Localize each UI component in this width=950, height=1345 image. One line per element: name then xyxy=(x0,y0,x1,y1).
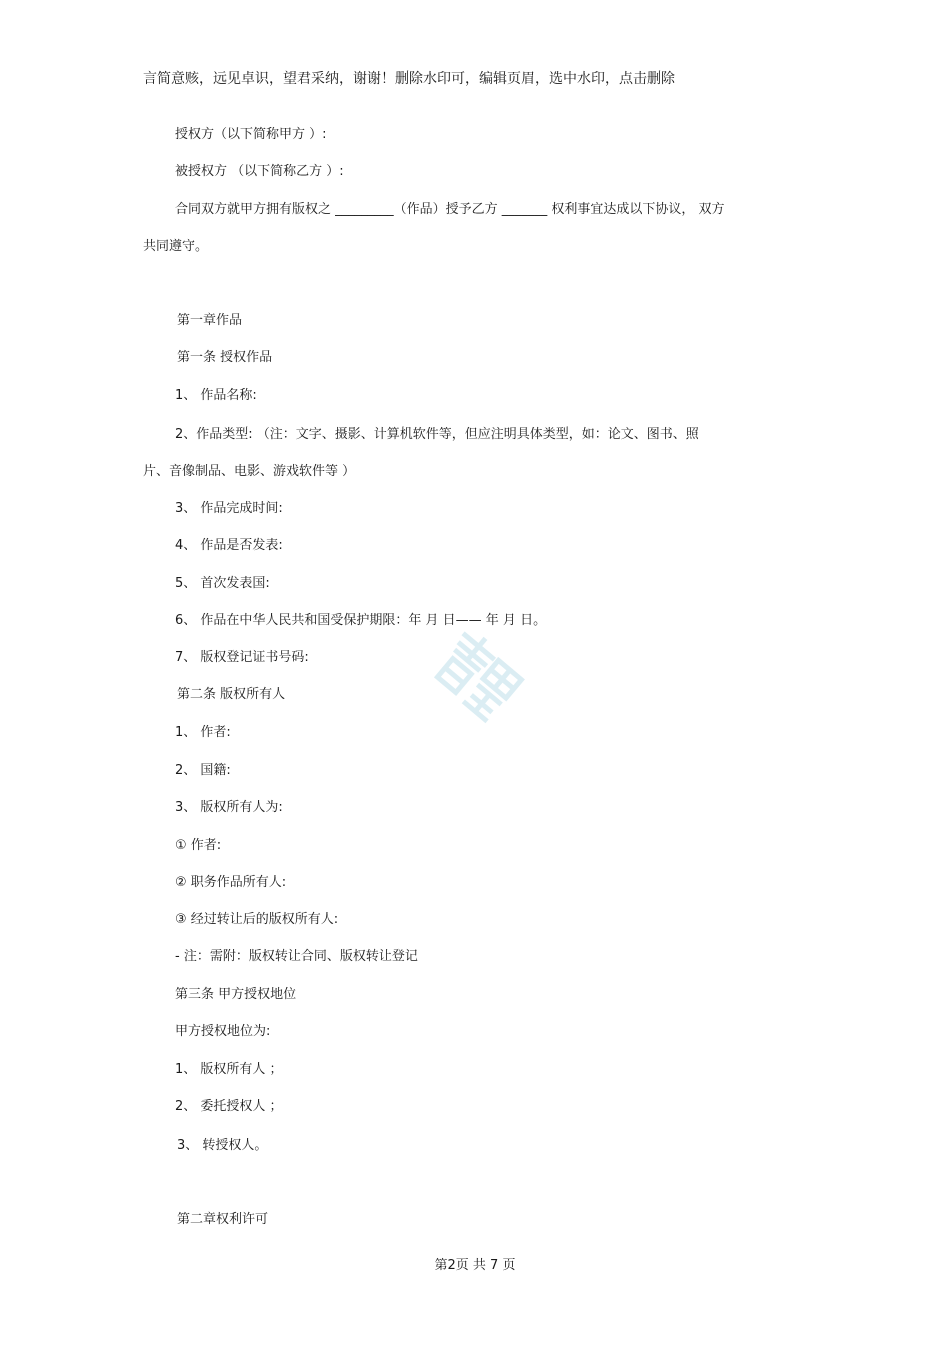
chapter-1-title: 第一章作品 xyxy=(177,313,243,328)
article-2-item: ② 职务作品所有人: xyxy=(175,875,287,890)
page-footer: 第2页 共 7 页 xyxy=(434,1258,516,1273)
licensor-line: 授权方（以下简称甲方 ）: xyxy=(175,127,327,142)
article-2-item: ① 作者: xyxy=(175,838,222,853)
article-1-item: 7、 版权登记证书号码: xyxy=(175,650,309,665)
article-3-item: 1、 版权所有人 ； xyxy=(175,1062,283,1077)
article-3-item: 2、 委托授权人 ； xyxy=(175,1099,283,1114)
article-3-title: 第三条 甲方授权地位 xyxy=(175,987,297,1002)
article-3-item: 3、 转授权人。 xyxy=(177,1138,268,1153)
article-2-item: ③ 经过转让后的版权所有人: xyxy=(175,912,339,927)
header-note: 言简意赅，远见卓识，望君采纳，谢谢！删除水印可，编辑页眉，选中水印，点击删除 xyxy=(143,71,675,87)
chapter-2-title: 第二章权利许可 xyxy=(177,1212,269,1227)
article-1-item-continued: 片、音像制品、电影、游戏软件等 ） xyxy=(143,464,356,479)
article-3-intro: 甲方授权地位为: xyxy=(175,1024,271,1039)
article-1-item: 1、 作品名称: xyxy=(175,388,257,403)
article-2-title: 第二条 版权所有人 xyxy=(177,687,286,702)
article-1-item: 5、 首次发表国: xyxy=(175,576,270,591)
licensee-line: 被授权方 （以下简称乙方 ）: xyxy=(175,164,344,179)
intro-line-1: 合同双方就甲方拥有版权之 _________（作品）授予乙方 _______ 权利事宜达成以下协议， 双方 xyxy=(175,202,725,217)
article-2-item: 3、 版权所有人为: xyxy=(175,800,283,815)
article-2-item: 2、 国籍: xyxy=(175,763,231,778)
article-1-item: 6、 作品在中华人民共和国受保护期限：年 月 日—— 年 月 日。 xyxy=(175,613,547,628)
article-1-item: 3、 作品完成时间: xyxy=(175,501,283,516)
article-1-item: 4、 作品是否发表: xyxy=(175,538,283,553)
article-2-item: 1、 作者: xyxy=(175,725,231,740)
watermark-stamp-icon xyxy=(420,619,534,730)
intro-line-2: 共同遵守。 xyxy=(143,239,209,254)
article-1-title: 第一条 授权作品 xyxy=(177,350,273,365)
article-2-note: - 注：需附：版权转让合同、版权转让登记 xyxy=(175,949,418,964)
article-1-item: 2、作品类型: （注：文字、摄影、计算机软件等，但应注明具体类型，如：论文、图书、照 xyxy=(175,427,699,442)
